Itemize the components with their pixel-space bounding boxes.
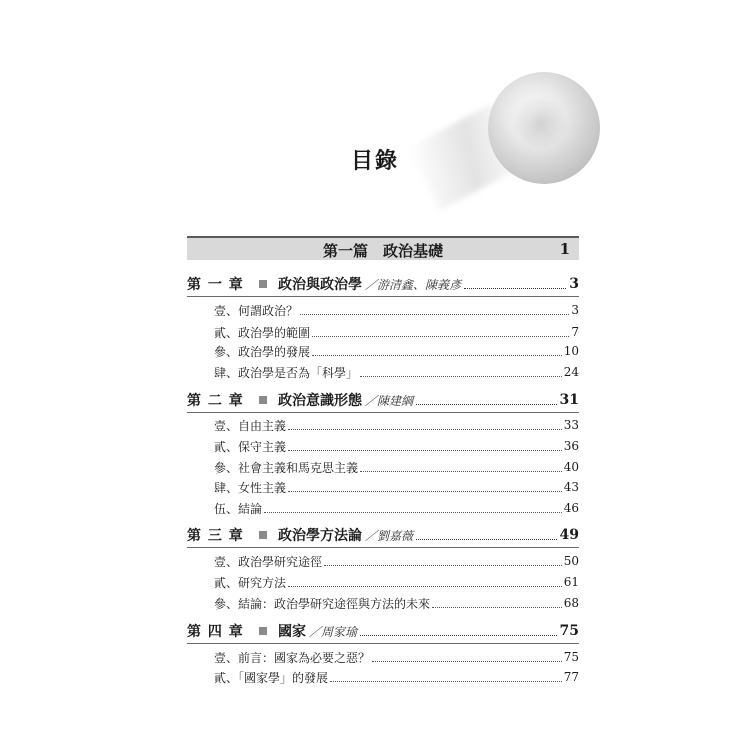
dot-leader: [312, 336, 569, 337]
chapter-title: 政治學方法論: [278, 528, 362, 544]
section-row[interactable]: [214, 478, 579, 496]
dot-leader: [264, 512, 562, 513]
section-title: 肆、政治學是否為「科學」: [214, 365, 359, 380]
section-row[interactable]: [214, 573, 579, 591]
section-page-number: 3: [571, 303, 579, 317]
section-title: 參、政治學的發展: [214, 344, 311, 359]
chapter-page-number: 3: [569, 276, 579, 292]
square-bullet-icon: [259, 280, 267, 288]
dot-leader: [288, 450, 562, 451]
section-title: 壹、自由主義: [214, 418, 287, 433]
chapter-divider: [187, 547, 579, 548]
chapter-page-number: 31: [559, 392, 579, 408]
dot-leader: [300, 314, 569, 315]
dot-leader: [360, 376, 562, 377]
dot-leader: [312, 355, 562, 356]
chapter-author: ／游清鑫、陳義彥: [365, 277, 462, 292]
section-page-number: 33: [563, 418, 579, 432]
chapter-number: 第 二 章: [187, 393, 244, 409]
dot-leader: [330, 681, 562, 682]
section-title: 參、社會主義和馬克思主義: [214, 460, 359, 475]
chapter-divider: [187, 296, 579, 297]
section-title: 貳、保守主義: [214, 439, 287, 454]
section-row[interactable]: [214, 668, 579, 686]
chapter-author: ／陳建綱: [365, 393, 414, 408]
section-title: 壹、政治學研究途徑: [214, 554, 323, 569]
section-row[interactable]: [214, 648, 579, 666]
chapter-number: 第 四 章: [187, 624, 244, 640]
section-page-number: 7: [571, 325, 579, 339]
section-row[interactable]: [214, 499, 579, 517]
section-row[interactable]: [214, 594, 579, 612]
dot-leader: [288, 586, 562, 587]
chapter-page-number: 49: [559, 527, 579, 543]
dot-leader: [416, 539, 557, 540]
section-page-number: 50: [563, 554, 579, 568]
dot-leader: [432, 607, 562, 608]
section-page-number: 40: [563, 460, 579, 474]
dot-leader: [464, 288, 566, 289]
dot-leader: [416, 404, 557, 405]
dot-leader: [372, 661, 562, 662]
section-row[interactable]: [214, 342, 579, 360]
section-page-number: 61: [563, 575, 579, 589]
chapter-title: 國家: [278, 624, 306, 640]
square-bullet-icon: [259, 627, 267, 635]
square-bullet-icon: [259, 531, 267, 539]
chapter-row[interactable]: [187, 389, 579, 411]
section-row[interactable]: [214, 301, 579, 319]
section-row[interactable]: [214, 363, 579, 381]
chapter-number: 第 一 章: [187, 277, 244, 293]
part-header: [187, 236, 579, 260]
chapter-title: 政治意識形態: [278, 393, 362, 409]
section-page-number: 43: [563, 480, 579, 494]
chapter-row[interactable]: [187, 524, 579, 546]
section-page-number: 36: [563, 439, 579, 453]
section-title: 伍、結論: [214, 501, 263, 516]
part-page-number: 1: [559, 240, 570, 258]
section-page-number: 24: [563, 365, 579, 379]
dot-leader: [360, 635, 557, 636]
section-row[interactable]: [214, 437, 579, 455]
section-row[interactable]: [214, 323, 579, 341]
section-row[interactable]: [214, 552, 579, 570]
section-title: 貳、政治學的範圍: [214, 325, 311, 340]
section-page-number: 10: [563, 344, 579, 358]
section-page-number: 77: [563, 670, 579, 684]
section-title: 壹、前言：國家為必要之惡？: [214, 650, 371, 665]
square-bullet-icon: [259, 396, 267, 404]
chapter-author: ／劉嘉薇: [365, 528, 414, 543]
page-title: 目錄: [350, 149, 399, 174]
chapter-row[interactable]: [187, 273, 579, 295]
dot-leader: [360, 471, 562, 472]
section-title: 貳、研究方法: [214, 575, 287, 590]
section-row[interactable]: [214, 416, 579, 434]
dot-leader: [324, 565, 562, 566]
chapter-divider: [187, 643, 579, 644]
section-row[interactable]: [214, 458, 579, 476]
chapter-number: 第 三 章: [187, 528, 244, 544]
section-title: 壹、何謂政治？: [214, 303, 299, 318]
section-title: 貳、「國家學」的發展: [214, 670, 329, 685]
section-page-number: 75: [563, 650, 579, 664]
dot-leader: [288, 429, 562, 430]
chapter-divider: [187, 412, 579, 413]
dot-leader: [288, 491, 562, 492]
chapter-title: 政治與政治學: [278, 277, 362, 293]
chapter-author: ／周家瑜: [309, 624, 358, 639]
part-title: 第一篇 政治基礎: [322, 242, 443, 260]
section-page-number: 46: [563, 501, 579, 515]
chapter-page-number: 75: [559, 623, 579, 639]
section-title: 參、結論：政治學研究途徑與方法的未來: [214, 596, 431, 611]
chapter-row[interactable]: [187, 620, 579, 642]
section-page-number: 68: [563, 596, 579, 610]
section-title: 肆、女性主義: [214, 480, 287, 495]
